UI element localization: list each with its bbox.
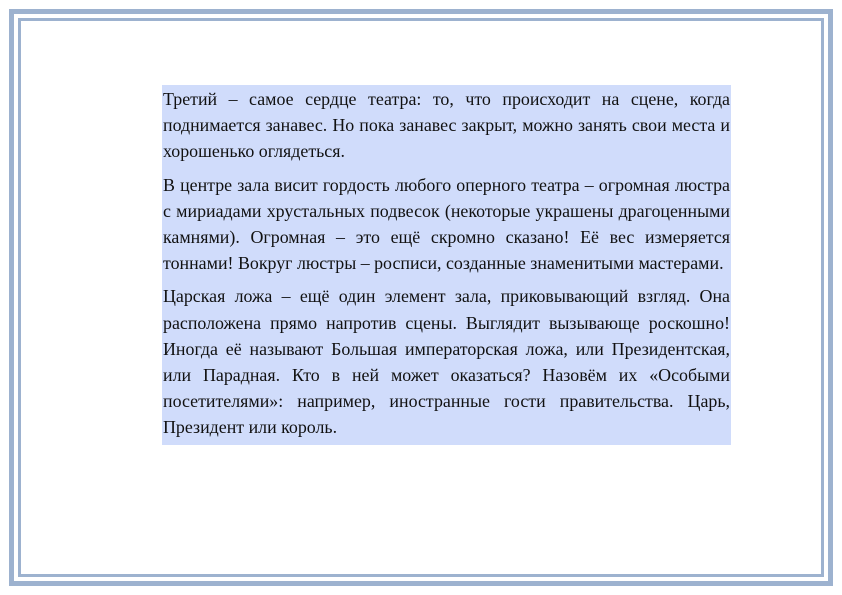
paragraph-1: Третий – самое сердце театра: то, что происходит на сцене, когда поднимается занавес. Но пока занавес закрыт, можно занять свои места и хорошенько оглядеться. [163,89,730,162]
paragraph-3: Царская ложа – ещё один элемент зала, приковывающий взгляд. Она расположена прямо напротив сцены. Выглядит вызывающе роскошно! Иногда её называют Большая императорская ложа, или Президентская, или Парадная. Кто в ней может оказаться? Назовём их «Особыми посетителями»: например, иностранные гости правительства. Царь, Президент или король. [163,286,730,438]
paragraph-2: В центре зала висит гордость любого оперного театра – огромная люстра с мириадами хрустальных подвесок (некоторые украшены драгоценными камнями). Огромная – это ещё скромно сказано! Её вес измеряется тоннами! Вокруг люстры – росписи, созданные знаменитыми мастерами. [163,174,730,274]
text-block [162,85,731,445]
